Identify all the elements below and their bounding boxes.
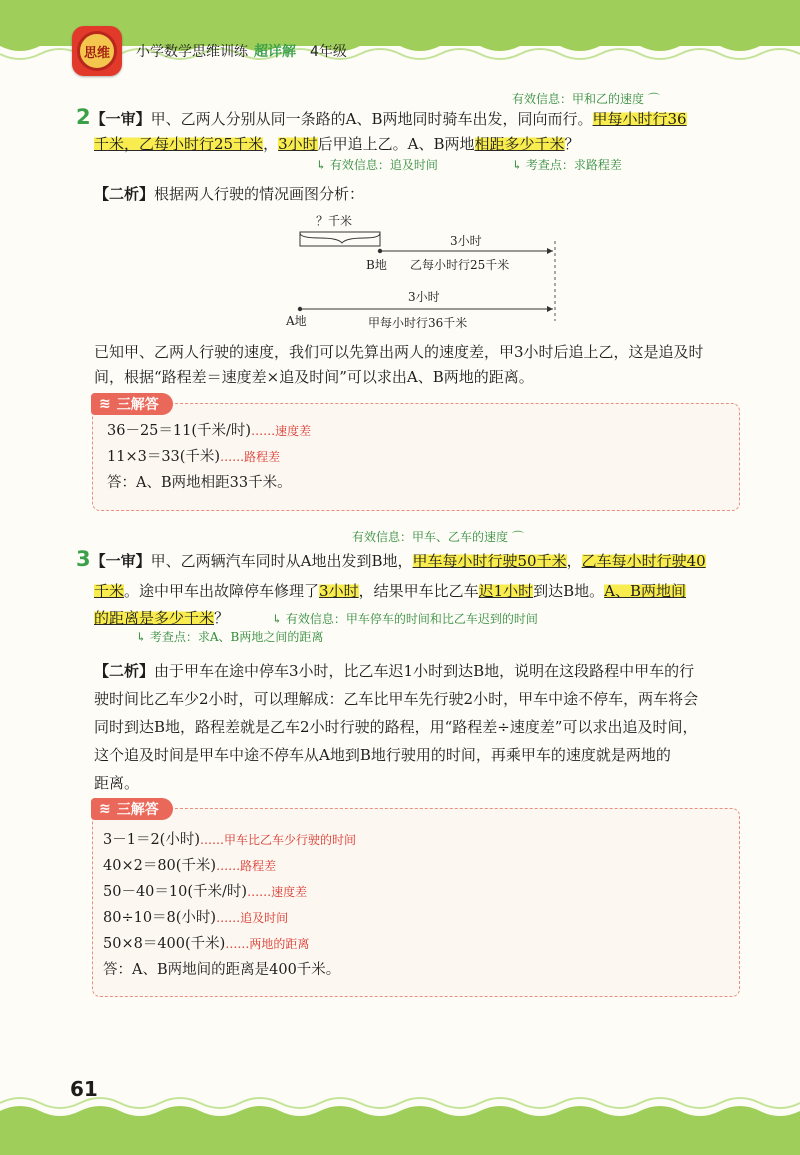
book-title: 小学数学思维训练: [136, 44, 248, 60]
q3-note-speeds: 有效信息：甲车、乙车的速度 ⌒: [352, 530, 524, 544]
q3-solution-box: [92, 801, 740, 997]
diagram-point-a: A地: [286, 314, 307, 328]
diagram-time-label-1: 3小时: [450, 234, 482, 248]
q3-read-line2: 千米。途中甲车出故障停车修理了3小时，结果甲车比乙车迟1小时到达B地。A、B两地间: [94, 582, 687, 600]
q3-analysis-line2: 驶时间比乙车少2小时，可以理解成：乙车比甲车先行驶2小时，甲车中途不停车，两车将会: [94, 690, 699, 708]
book-logo: [72, 26, 122, 76]
q3-solution-line: 80÷10＝8(小时)……追及时间: [103, 910, 289, 926]
q3-analysis-line4: 这个追及时间是甲车中途不停车从A地到B地行驶用的时间，再乘甲车的速度就是两地的: [94, 746, 671, 764]
wave-icon: ≋: [99, 396, 111, 412]
book-highlight: 超详解: [254, 44, 296, 60]
q2-solution-box: [92, 396, 740, 511]
q3-note-question: ↳ 考查点：求A、B两地之间的距离: [136, 630, 324, 644]
diagram-unknown-label: ？千米: [316, 214, 353, 228]
page-number: 61: [70, 1077, 98, 1101]
q3-read-line3: 的距离是多少千米？: [94, 609, 230, 627]
q2-solution-header: ≋ 三解答: [91, 393, 173, 415]
q2-note-speeds: 有效信息：甲和乙的速度 ⌒: [512, 92, 660, 106]
q2-tag-read: 【一审】: [90, 110, 151, 128]
diagram-gap-segment: [300, 232, 380, 246]
q3-solution-answer: 答：A、B两地间的距离是400千米。: [103, 962, 341, 978]
diagram-speed-a: 甲每小时行36千米: [368, 316, 468, 330]
q3-solution-line: 50－40＝10(千米/时)……速度差: [103, 884, 308, 900]
q2-analysis-line1: 已知甲、乙两人行驶的速度，我们可以先算出两人的速度差，甲3小时后追上乙，这是追及时: [94, 343, 704, 361]
diagram-brace: [300, 233, 380, 243]
diagram-time-label-2: 3小时: [408, 290, 440, 304]
q2-solution-line: 36－25＝11(千米/时)……速度差: [107, 423, 312, 439]
diagram-a-point: [298, 307, 302, 311]
q3-number: 3: [76, 547, 91, 571]
q3-solution-line: 50×8＝400(千米)……两地的距离: [103, 936, 310, 952]
q3-note-times: ↳ 有效信息：甲车停车的时间和比乙车迟到的时间: [272, 612, 538, 626]
q2-analyze-intro: 【二析】根据两人行驶的情况画图分析：: [94, 185, 365, 203]
q3-solution-header: ≋ 三解答: [91, 798, 173, 820]
diagram-b-arrow: [547, 248, 553, 254]
diagram-speed-b: 乙每小时行25千米: [410, 258, 510, 272]
q3-solution-line: 3－1＝2(小时)……甲车比乙车少行驶的时间: [103, 832, 357, 848]
q3-solution-line: 40×2＝80(千米)……路程差: [103, 858, 277, 874]
q2-read-line1: 2【一审】甲、乙两人分别从同一条路的A、B两地同时骑车出发，同向而行。甲每小时行36: [76, 105, 687, 129]
q2-line-diagram: [280, 205, 580, 335]
q2-solution-answer: 答：A、B两地相距33千米。: [107, 475, 292, 491]
header: [72, 26, 347, 76]
book-grade: 4年级: [310, 44, 347, 60]
q2-note-time: ↳ 有效信息：追及时间: [316, 158, 438, 172]
diagram-point-b: B地: [366, 258, 387, 272]
footer-wave-decoration: [0, 1095, 800, 1155]
q2-number: 2: [76, 105, 91, 129]
q3-analysis-line1: 【二析】由于甲车在途中停车3小时，比乙车迟1小时到达B地，说明在这段路程中甲车的行: [94, 662, 695, 680]
q2-analysis-line2: 间，根据“路程差＝速度差×追及时间”可以求出A、B两地的距离。: [94, 368, 534, 386]
q2-read-line2: 千米，乙每小时行25千米，3小时后甲追上乙。A、B两地相距多少千米？: [94, 135, 580, 153]
q2-solution-line: 11×3＝33(千米)……路程差: [107, 449, 281, 465]
q3-analysis-line3: 同时到达B地，路程差就是乙车2小时行驶的路程，用“路程差÷速度差”可以求出追及时间，: [94, 718, 698, 736]
diagram-b-point: [378, 249, 382, 253]
q3-read-line1: 3【一审】甲、乙两辆汽车同时从A地出发到B地，甲车每小时行驶50千米，乙车每小时行驶40: [76, 547, 706, 571]
q2-note-question: ↳ 考查点：求路程差: [512, 158, 622, 172]
diagram-a-arrow: [547, 306, 553, 312]
logo-emblem: 思维: [77, 31, 117, 71]
q3-analysis-line5: 距离。: [94, 774, 140, 792]
wave-icon: ≋: [99, 801, 111, 817]
